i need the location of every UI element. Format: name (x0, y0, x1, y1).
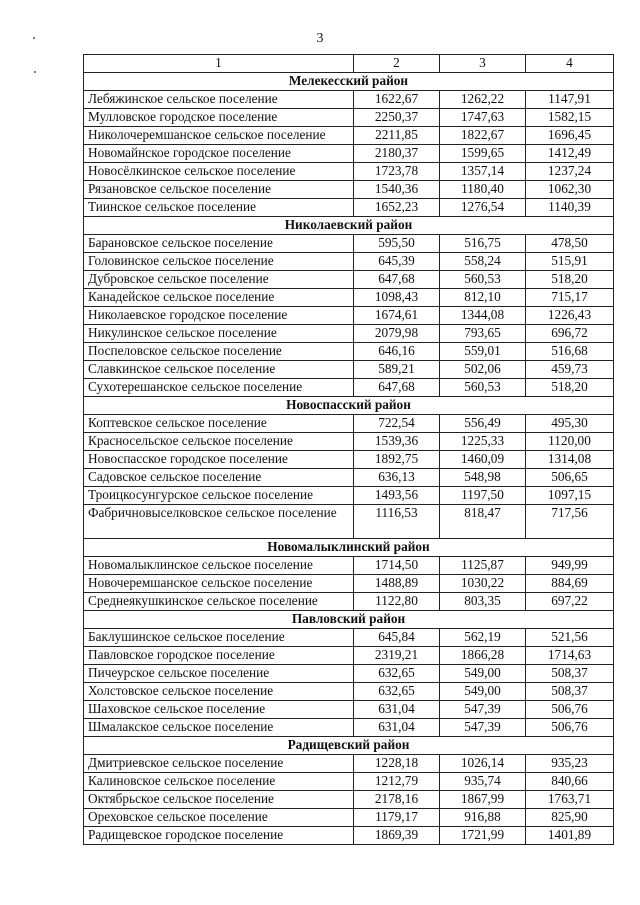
table-row (84, 379, 614, 397)
value-col4: 1696,45 (526, 127, 614, 145)
value-col2: 1488,89 (354, 575, 440, 593)
settlement-name: Славкинское сельское поселение (84, 361, 354, 379)
value-col4: 521,56 (526, 629, 614, 647)
district-heading: Николаевский район (84, 217, 614, 235)
table-row (84, 755, 614, 773)
value-col2: 2319,21 (354, 647, 440, 665)
table-row (84, 145, 614, 163)
value-col2: 2180,37 (354, 145, 440, 163)
district-heading: Мелекесский район (84, 73, 614, 91)
value-col3: 549,00 (440, 665, 526, 683)
table-row (84, 253, 614, 271)
value-col3: 556,49 (440, 415, 526, 433)
value-col4: 1714,63 (526, 647, 614, 665)
value-col3: 559,01 (440, 343, 526, 361)
table-row (84, 199, 614, 217)
value-col4: 459,73 (526, 361, 614, 379)
value-col3: 547,39 (440, 719, 526, 737)
page-number: 3 (316, 31, 324, 46)
value-col4: 1237,24 (526, 163, 614, 181)
value-col4: 1401,89 (526, 827, 614, 845)
table-row (84, 433, 614, 451)
value-col2: 636,13 (354, 469, 440, 487)
value-col4: 697,22 (526, 593, 614, 611)
value-col4: 1314,08 (526, 451, 614, 469)
settlement-name: Рязановское сельское поселение (84, 181, 354, 199)
value-col2: 722,54 (354, 415, 440, 433)
value-col4: 840,66 (526, 773, 614, 791)
value-col2: 631,04 (354, 701, 440, 719)
table-row (84, 361, 614, 379)
value-col3: 1822,67 (440, 127, 526, 145)
value-col2: 631,04 (354, 719, 440, 737)
district-row (84, 539, 614, 557)
table-row (84, 91, 614, 109)
value-col3: 935,74 (440, 773, 526, 791)
value-col2: 2250,37 (354, 109, 440, 127)
data-table (83, 54, 614, 845)
settlement-name: Красносельское сельское поселение (84, 433, 354, 451)
value-col3: 1030,22 (440, 575, 526, 593)
settlement-name: Баклушинское сельское поселение (84, 629, 354, 647)
column-number-row (84, 55, 614, 73)
scan-speck (33, 37, 35, 39)
settlement-name: Мулловское городское поселение (84, 109, 354, 127)
column-number: 2 (354, 55, 440, 73)
table-row (84, 505, 614, 539)
value-col4: 518,20 (526, 379, 614, 397)
table-row (84, 575, 614, 593)
value-col4: 825,90 (526, 809, 614, 827)
settlement-name: Новосёлкинское сельское поселение (84, 163, 354, 181)
value-col2: 646,16 (354, 343, 440, 361)
value-col3: 812,10 (440, 289, 526, 307)
value-col4: 478,50 (526, 235, 614, 253)
value-col4: 1140,39 (526, 199, 614, 217)
value-col2: 589,21 (354, 361, 440, 379)
value-col3: 516,75 (440, 235, 526, 253)
value-col4: 516,68 (526, 343, 614, 361)
table-row (84, 629, 614, 647)
value-col4: 1120,00 (526, 433, 614, 451)
district-row (84, 737, 614, 755)
value-col3: 562,19 (440, 629, 526, 647)
settlement-name: Канадейское сельское поселение (84, 289, 354, 307)
settlement-name: Шаховское сельское поселение (84, 701, 354, 719)
value-col4: 518,20 (526, 271, 614, 289)
table-row (84, 307, 614, 325)
value-col2: 595,50 (354, 235, 440, 253)
value-col3: 1866,28 (440, 647, 526, 665)
value-col2: 1122,80 (354, 593, 440, 611)
table-row (84, 827, 614, 845)
table-row (84, 325, 614, 343)
settlement-name: Николочеремшанское сельское поселение (84, 127, 354, 145)
table-row (84, 557, 614, 575)
settlement-name: Новочеремшанское сельское поселение (84, 575, 354, 593)
value-col2: 2079,98 (354, 325, 440, 343)
value-col2: 1098,43 (354, 289, 440, 307)
value-col3: 1721,99 (440, 827, 526, 845)
value-col2: 632,65 (354, 665, 440, 683)
settlement-name: Поспеловское сельское поселение (84, 343, 354, 361)
district-heading: Новоспасский район (84, 397, 614, 415)
settlement-name: Коптевское сельское поселение (84, 415, 354, 433)
table-row (84, 593, 614, 611)
value-col4: 495,30 (526, 415, 614, 433)
table-row (84, 487, 614, 505)
table-row (84, 415, 614, 433)
value-col4: 506,65 (526, 469, 614, 487)
table-row (84, 181, 614, 199)
value-col2: 1116,53 (354, 505, 440, 539)
value-col3: 1867,99 (440, 791, 526, 809)
value-col3: 1125,87 (440, 557, 526, 575)
district-heading: Новомалыклинский район (84, 539, 614, 557)
column-number: 1 (84, 55, 354, 73)
table-row (84, 109, 614, 127)
settlement-name: Шмалакское сельское поселение (84, 719, 354, 737)
settlement-name: Холстовское сельское поселение (84, 683, 354, 701)
settlement-name: Лебяжинское сельское поселение (84, 91, 354, 109)
settlement-name: Новоспасское городское поселение (84, 451, 354, 469)
value-col3: 1276,54 (440, 199, 526, 217)
value-col2: 1212,79 (354, 773, 440, 791)
settlement-name: Пичеурское сельское поселение (84, 665, 354, 683)
district-row (84, 397, 614, 415)
value-col3: 502,06 (440, 361, 526, 379)
table-row (84, 665, 614, 683)
value-col3: 1344,08 (440, 307, 526, 325)
table-row (84, 127, 614, 145)
value-col4: 506,76 (526, 701, 614, 719)
table-row (84, 271, 614, 289)
value-col3: 1197,50 (440, 487, 526, 505)
value-col4: 515,91 (526, 253, 614, 271)
value-col2: 632,65 (354, 683, 440, 701)
column-number: 3 (440, 55, 526, 73)
table-row (84, 451, 614, 469)
value-col3: 547,39 (440, 701, 526, 719)
settlement-name: Головинское сельское поселение (84, 253, 354, 271)
value-col3: 560,53 (440, 379, 526, 397)
value-col4: 506,76 (526, 719, 614, 737)
settlement-name: Дубровское сельское поселение (84, 271, 354, 289)
value-col2: 1714,50 (354, 557, 440, 575)
value-col4: 508,37 (526, 665, 614, 683)
table-row (84, 647, 614, 665)
value-col4: 949,99 (526, 557, 614, 575)
value-col2: 645,39 (354, 253, 440, 271)
settlement-name: Калиновское сельское поселение (84, 773, 354, 791)
value-col2: 1652,23 (354, 199, 440, 217)
value-col2: 1228,18 (354, 755, 440, 773)
value-col3: 1357,14 (440, 163, 526, 181)
value-col3: 549,00 (440, 683, 526, 701)
settlement-name: Барановское сельское поселение (84, 235, 354, 253)
table-row (84, 773, 614, 791)
settlement-name: Садовское сельское поселение (84, 469, 354, 487)
table-row (84, 791, 614, 809)
settlement-name: Октябрьское сельское поселение (84, 791, 354, 809)
value-col3: 1026,14 (440, 755, 526, 773)
district-heading: Павловский район (84, 611, 614, 629)
settlement-name: Никулинское сельское поселение (84, 325, 354, 343)
value-col4: 1147,91 (526, 91, 614, 109)
settlement-name: Среднеякушкинское сельское поселение (84, 593, 354, 611)
value-col3: 560,53 (440, 271, 526, 289)
value-col4: 1097,15 (526, 487, 614, 505)
settlement-name: Тиинское сельское поселение (84, 199, 354, 217)
settlement-name: Троицкосунгурское сельское поселение (84, 487, 354, 505)
settlement-name: Новомалыклинское сельское поселение (84, 557, 354, 575)
value-col2: 1540,36 (354, 181, 440, 199)
value-col2: 1723,78 (354, 163, 440, 181)
settlement-name: Павловское городское поселение (84, 647, 354, 665)
value-col2: 647,68 (354, 379, 440, 397)
value-col2: 1674,61 (354, 307, 440, 325)
table-row (84, 683, 614, 701)
value-col2: 1622,67 (354, 91, 440, 109)
value-col4: 715,17 (526, 289, 614, 307)
value-col3: 1262,22 (440, 91, 526, 109)
value-col3: 818,47 (440, 505, 526, 539)
value-col4: 1763,71 (526, 791, 614, 809)
value-col4: 1226,43 (526, 307, 614, 325)
table-row (84, 343, 614, 361)
settlement-name: Радищевское городское поселение (84, 827, 354, 845)
district-heading: Радищевский район (84, 737, 614, 755)
settlement-name: Сухотерешанское сельское поселение (84, 379, 354, 397)
value-col4: 1412,49 (526, 145, 614, 163)
value-col4: 884,69 (526, 575, 614, 593)
table-row (84, 235, 614, 253)
value-col3: 793,65 (440, 325, 526, 343)
value-col4: 696,72 (526, 325, 614, 343)
column-number: 4 (526, 55, 614, 73)
value-col2: 1539,36 (354, 433, 440, 451)
value-col2: 2211,85 (354, 127, 440, 145)
settlement-name: Новомайнское городское поселение (84, 145, 354, 163)
value-col3: 548,98 (440, 469, 526, 487)
district-row (84, 217, 614, 235)
table-row (84, 701, 614, 719)
value-col2: 2178,16 (354, 791, 440, 809)
table-row (84, 719, 614, 737)
value-col4: 508,37 (526, 683, 614, 701)
value-col3: 1225,33 (440, 433, 526, 451)
value-col2: 1179,17 (354, 809, 440, 827)
value-col3: 1460,09 (440, 451, 526, 469)
scan-speck (34, 71, 36, 73)
value-col3: 916,88 (440, 809, 526, 827)
table-row (84, 469, 614, 487)
table-row (84, 163, 614, 181)
table-body (84, 55, 614, 845)
value-col4: 717,56 (526, 505, 614, 539)
table-row (84, 289, 614, 307)
settlement-name: Ореховское сельское поселение (84, 809, 354, 827)
district-row (84, 611, 614, 629)
value-col3: 1599,65 (440, 145, 526, 163)
value-col3: 1180,40 (440, 181, 526, 199)
value-col2: 1869,39 (354, 827, 440, 845)
value-col4: 1582,15 (526, 109, 614, 127)
value-col3: 1747,63 (440, 109, 526, 127)
table-row (84, 809, 614, 827)
district-row (84, 73, 614, 91)
settlement-name: Николаевское городское поселение (84, 307, 354, 325)
value-col2: 645,84 (354, 629, 440, 647)
value-col4: 1062,30 (526, 181, 614, 199)
value-col2: 647,68 (354, 271, 440, 289)
value-col2: 1892,75 (354, 451, 440, 469)
value-col3: 558,24 (440, 253, 526, 271)
value-col4: 935,23 (526, 755, 614, 773)
settlement-name: Фабричновыселковское сельское поселение (84, 505, 354, 539)
settlement-name: Дмитриевское сельское поселение (84, 755, 354, 773)
value-col2: 1493,56 (354, 487, 440, 505)
value-col3: 803,35 (440, 593, 526, 611)
